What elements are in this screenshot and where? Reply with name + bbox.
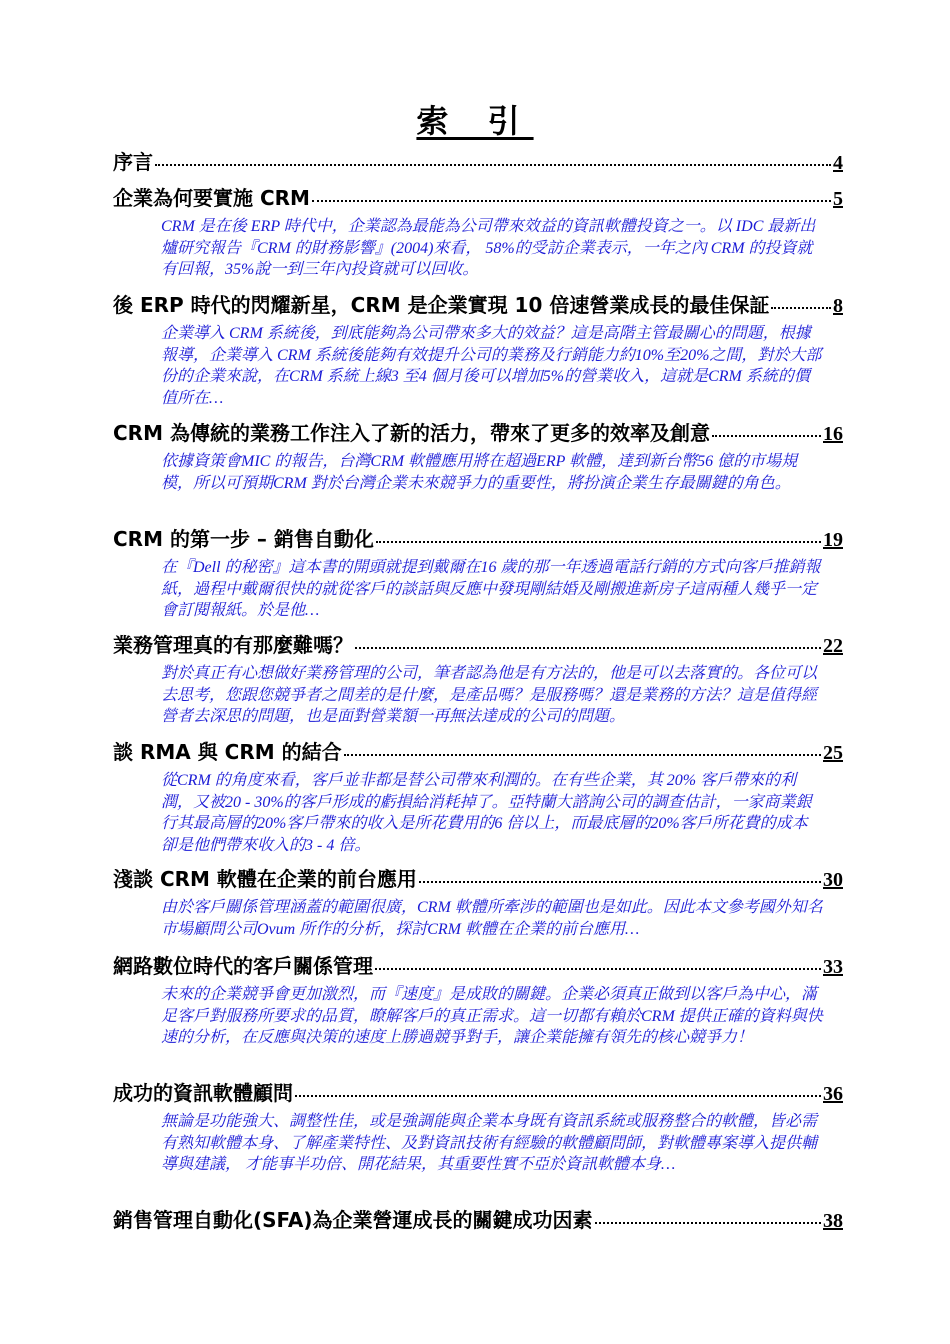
- toc-entry-title: CRM 的第一步 – 銷售自動化: [113, 527, 374, 551]
- toc-entry-title: 後 ERP 時代的閃耀新星，CRM 是企業實現 10 倍速營業成長的最佳保証: [113, 293, 770, 317]
- toc-page-number: 16: [823, 423, 843, 445]
- toc-page-number: 4: [833, 152, 843, 174]
- toc-page-number: 33: [823, 956, 843, 978]
- toc-entry-summary: 由於客戶關係管理涵蓋的範圍很廣，CRM 軟體所牽涉的範圍也是如此。因此本文參考國外知名市場顧問公司Ovum 所作的分析，探討CRM 軟體在企業的前台應用…: [161, 899, 823, 938]
- toc-page-number: 19: [823, 529, 843, 551]
- toc-entry-consultant[interactable]: [113, 1077, 843, 1176]
- toc-entry-sales-management[interactable]: [113, 629, 843, 728]
- toc-entry-rma-crm[interactable]: [113, 736, 843, 856]
- toc-entry-title: 成功的資訊軟體顧問: [113, 1081, 293, 1105]
- toc-entry-summary: 依據資策會MIC 的報告，台灣CRM 軟體應用將在超過ERP 軟體，達到新台幣56 億的市場規模，所以可預期CRM 對於台灣企業未來競爭力的重要性，將扮演企業生存最關鍵的角色。: [161, 453, 798, 492]
- dot-leader: [155, 164, 831, 166]
- toc-entry-summary: 從CRM 的角度來看，客戶並非都是替公司帶來利潤的。在有些企業，其 20% 客戶帶來的利潤，又被20 - 30%的客戶形成的虧損給消耗掉了。亞特蘭大諮詢公司的調查估計，一家商業銀行其最高層的20%客戶帶來的收入是所花費用的6 倍以上，而最底層的20%客戶所花費的成本卻是他們帶來收入的3 - 4 倍。: [161, 772, 812, 854]
- toc-entry-digital-era[interactable]: [113, 950, 843, 1049]
- dot-leader: [712, 435, 821, 437]
- dot-leader: [344, 754, 821, 756]
- toc-entry-summary: CRM 是在後 ERP 時代中，企業認為最能為公司帶來效益的資訊軟體投資之一。以 IDC 最新出爐研究報告『CRM 的財務影響』(2004)來看， 58%的受訪企業表示，一年之內 CRM 的投資就有回報，35%說一到三年內投資就可以回收。: [161, 218, 816, 278]
- toc-page-number: 30: [823, 869, 843, 891]
- toc-entry-title: 序言: [113, 150, 153, 174]
- toc-page-number: 25: [823, 742, 843, 764]
- toc-entry-title: 網路數位時代的客戶關係管理: [113, 954, 373, 978]
- toc-entry-title: 談 RMA 與 CRM 的結合: [113, 740, 342, 764]
- toc-entry-sfa[interactable]: [113, 1204, 843, 1232]
- toc-entry-title: 企業為何要實施 CRM: [113, 186, 310, 210]
- toc-entry-title: CRM 為傳統的業務工作注入了新的活力，帶來了更多的效率及創意: [113, 421, 710, 445]
- index-title: 索 引: [416, 102, 534, 140]
- toc-entry-preface[interactable]: [113, 146, 843, 174]
- toc-entry-why-crm[interactable]: [113, 182, 843, 281]
- toc-page-number: 38: [823, 1210, 843, 1232]
- toc-entry-title: 淺談 CRM 軟體在企業的前台應用: [113, 867, 417, 891]
- toc-entry-summary: 在『Dell 的秘密』這本書的開頭就提到戴爾在16 歲的那一年透過電話行銷的方式向客戶推銷報紙，過程中戴爾很快的就從客戶的談話與反應中發現剛結婚及剛搬進新房子這兩種人幾乎一定會訂閱報紙。於是他…: [161, 559, 821, 619]
- toc-page-number: 36: [823, 1083, 843, 1105]
- toc-entry-sales-automation[interactable]: [113, 523, 843, 622]
- toc-entry-title: 銷售管理自動化(SFA)為企業營運成長的關鍵成功因素: [113, 1208, 593, 1232]
- toc-entry-front-office[interactable]: [113, 863, 843, 940]
- dot-leader: [595, 1222, 821, 1224]
- toc-entry-summary: 無論是功能強大、調整性佳，或是強調能與企業本身既有資訊系統或服務整合的軟體，皆必需有熟知軟體本身、了解產業特性、及對資訊技術有經驗的軟體顧問師，對軟體專案導入提供輔導與建議， 才能事半功倍、開花結果，其重要性實不亞於資訊軟體本身…: [161, 1113, 818, 1173]
- dot-leader: [771, 307, 831, 309]
- dot-leader: [419, 881, 821, 883]
- dot-leader: [355, 647, 821, 649]
- toc-entry-summary: 未來的企業競爭會更加激烈，而『速度』是成敗的關鍵。企業必須真正做到以客戶為中心，滿足客戶對服務所要求的品質，瞭解客戶的真正需求。這一切都有賴於CRM 提供正確的資料與快速的分析，在反應與決策的速度上勝過競爭對手，讓企業能擁有領先的核心競爭力！: [161, 986, 823, 1046]
- toc-entry-summary: 企業導入 CRM 系統後，到底能夠為公司帶來多大的效益？這是高階主管最關心的問題，根據報導，企業導入 CRM 系統後能夠有效提升公司的業務及行銷能力約10%至20%之間，對於大部份的企業來說，在CRM 系統上線3 至4 個月後可以增加5%的營業收入，這就是CRM 系統的價值所在…: [161, 325, 822, 407]
- dot-leader: [295, 1095, 821, 1097]
- toc-page-number: 5: [833, 188, 843, 210]
- toc-entry-new-vitality[interactable]: [113, 417, 843, 494]
- toc-entry-summary: 對於真正有心想做好業務管理的公司，筆者認為他是有方法的，他是可以去落實的。各位可以去思考，您跟您競爭者之間差的是什麼，是產品嗎？是服務嗎？還是業務的方法？這是值得經營者去深思的問題，也是面對營業額一再無法達成的公司的問題。: [161, 665, 818, 725]
- dot-leader: [375, 968, 821, 970]
- toc-entry-post-erp[interactable]: [113, 289, 843, 409]
- dot-leader: [376, 541, 821, 543]
- toc-entry-title: 業務管理真的有那麼難嗎？: [113, 633, 353, 657]
- toc-page-number: 8: [833, 295, 843, 317]
- dot-leader: [312, 200, 831, 202]
- toc-page-number: 22: [823, 635, 843, 657]
